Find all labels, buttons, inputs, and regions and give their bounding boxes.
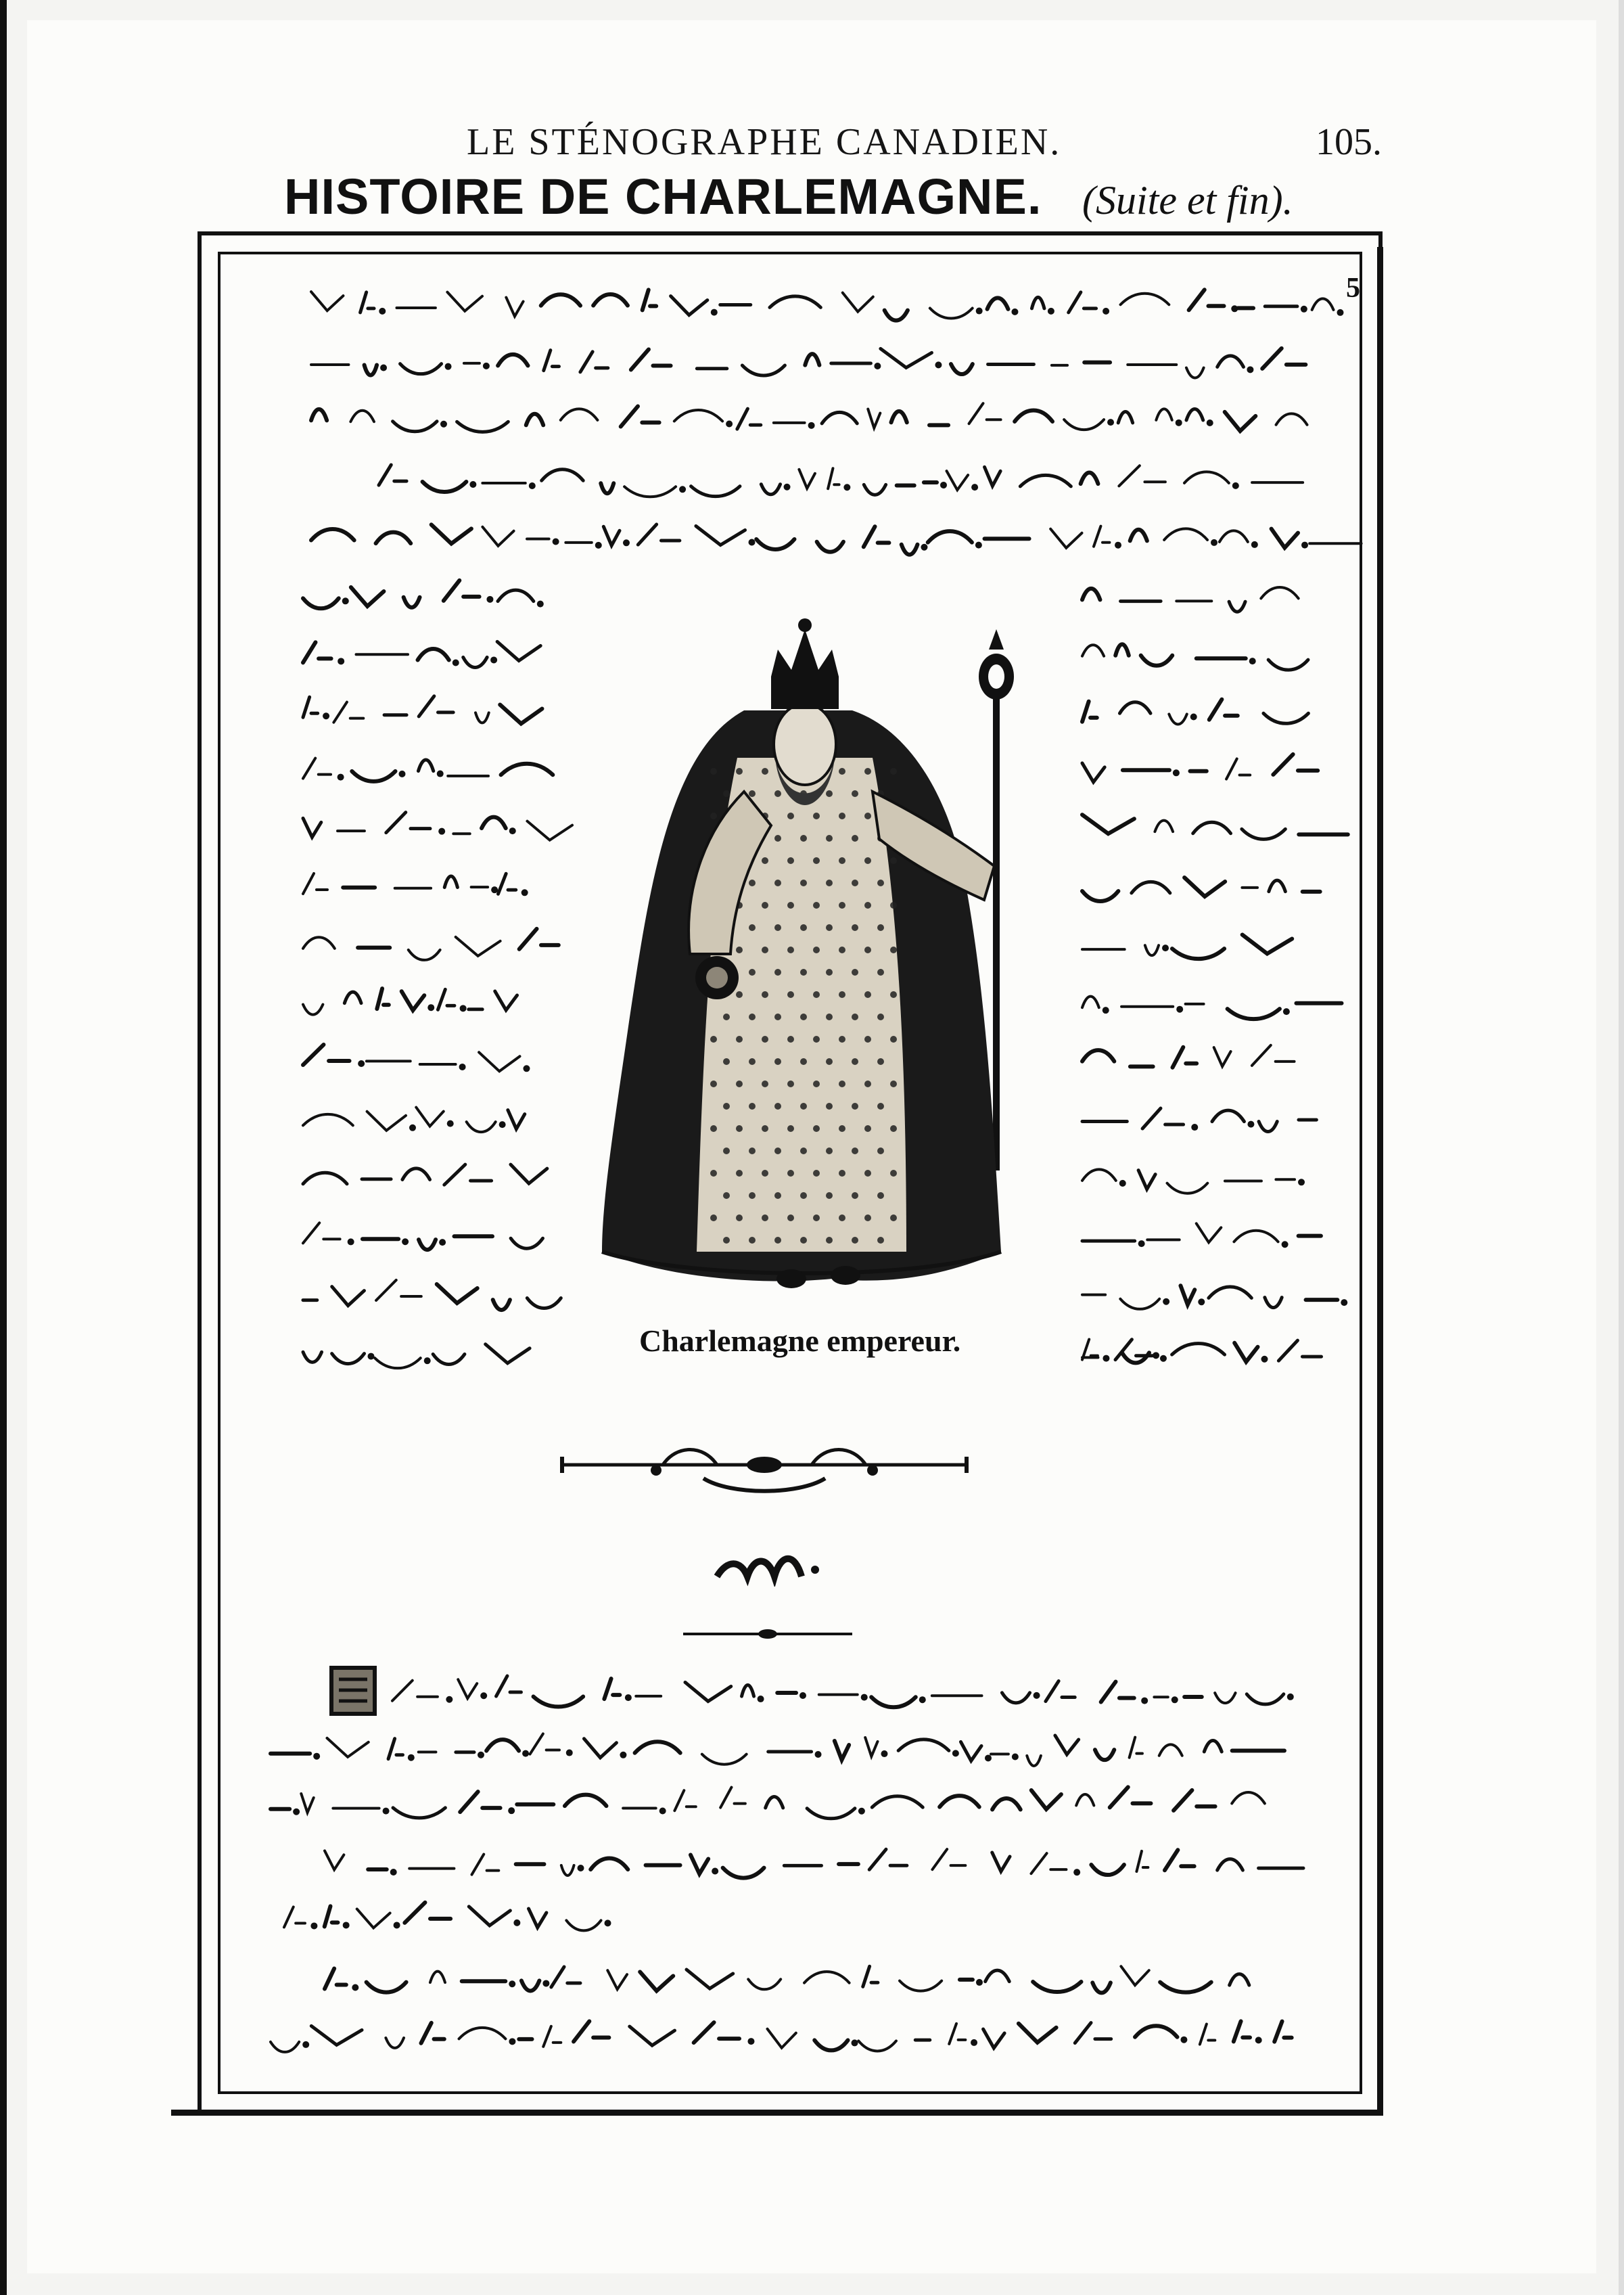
crown-icon — [771, 618, 839, 709]
shorthand-line — [1082, 997, 1341, 1019]
shorthand-line — [1082, 1223, 1321, 1248]
shorthand-line — [311, 290, 1343, 320]
shorthand-line — [1082, 1169, 1305, 1193]
shorthand-line — [311, 348, 1305, 378]
page-number: 105. — [1316, 121, 1382, 163]
shorthand-line — [303, 873, 528, 896]
shorthand-line — [311, 524, 1362, 555]
shorthand-line — [303, 641, 540, 667]
shorthand-line — [271, 1734, 1284, 1766]
shorthand-line — [303, 813, 572, 840]
shorthand-line — [303, 1045, 530, 1072]
shorthand-line — [1082, 1108, 1316, 1131]
shorthand-line — [1082, 754, 1318, 782]
shorthand-line — [392, 1676, 1294, 1707]
shorthand-line — [303, 1280, 561, 1310]
shorthand-line — [303, 989, 517, 1015]
shorthand-line — [303, 696, 542, 724]
running-title: LE STÉNOGRAPHE CANADIEN. — [467, 121, 1062, 163]
shorthand-line — [311, 403, 1307, 432]
shorthand-line — [1082, 1286, 1347, 1309]
shorthand-line — [1082, 815, 1348, 839]
shorthand-line — [271, 2021, 1292, 2052]
shorthand-line — [284, 1903, 611, 1931]
shorthand-line — [303, 1164, 547, 1185]
shorthand-line — [303, 758, 553, 781]
shorthand-line — [1082, 1045, 1295, 1068]
ornamental-divider-icon — [555, 1445, 974, 1499]
charlemagne-illustration — [588, 602, 1021, 1319]
page-subtitle: (Suite et fin). — [1082, 178, 1293, 223]
small-rule — [683, 1627, 852, 1641]
shorthand-line — [1082, 1340, 1322, 1363]
shorthand-line — [1082, 644, 1308, 670]
shorthand-line — [303, 1108, 525, 1132]
florette-icon — [714, 1546, 829, 1587]
shorthand-line — [303, 581, 544, 608]
illustration-caption: Charlemagne empereur. — [639, 1323, 961, 1358]
shorthand-line — [303, 929, 559, 960]
shorthand-line — [379, 465, 1303, 497]
shorthand-line — [1082, 700, 1308, 725]
shorthand-line — [303, 1344, 530, 1368]
shorthand-line — [271, 1787, 1265, 1818]
shorthand-line — [1082, 935, 1292, 959]
corner-number: 5 — [1346, 273, 1360, 304]
page-title: HISTOIRE DE CHARLEMAGNE. — [284, 168, 1042, 225]
shorthand-line — [325, 1966, 1249, 1993]
shorthand-line — [303, 1223, 542, 1250]
shorthand-line — [1082, 878, 1320, 901]
shorthand-line — [325, 1849, 1303, 1878]
decorated-initial-icon — [329, 1666, 377, 1716]
shorthand-line — [1082, 587, 1299, 612]
